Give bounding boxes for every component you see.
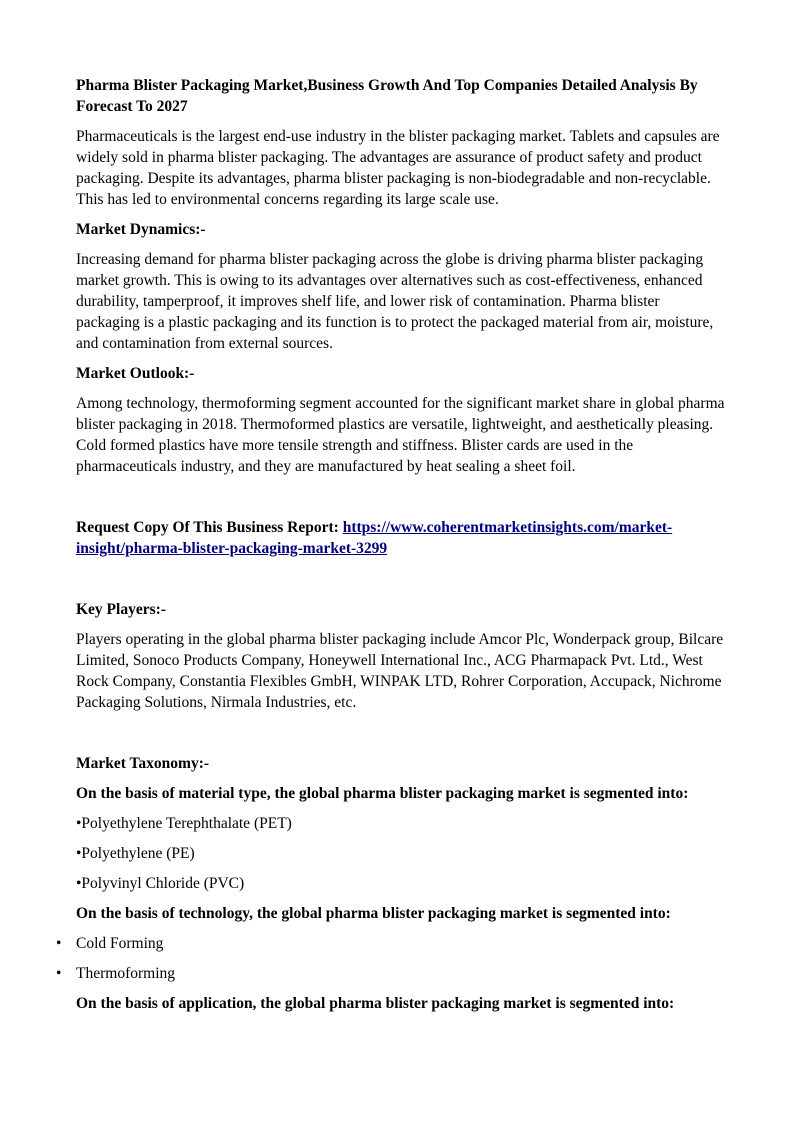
list-item [56,933,726,954]
dynamics-paragraph: Increasing demand for pharma blister packaging across the globe is driving pharma blister packaging market growth. This is owing to its advantages over alternatives such as cost-effectiveness, enhanced durability, tamperproof, it improves shelf life, and lower risk of contamination. Pharma blister packaging is a plastic packaging and its function is to protect the packaged material from air, moisture, and contamination from external sources. [76,251,714,352]
players-paragraph: Players operating in the global pharma blister packaging include Amcor Plc, Wonderpack group, Bilcare Limited, Sonoco Products Company, Honeywell International Inc., ACG Pharmapack Pvt. Ltd., West Rock Company, Constantia Flexibles GmbH, WINPAK LTD, Rohrer Corporation, Accupack, Nichrome Packaging Solutions, Nirmala Industries, etc. [76,631,724,711]
bullet-icon: • [56,965,62,982]
intro-paragraph: Pharmaceuticals is the largest end-use industry in the blister packaging market. Tablets and capsules are widely sold in pharma blister packaging. The advantages are assurance of product safety and product packaging. Despite its advantages, pharma blister packaging is non-biodegradable and non-recyclable. This has led to environmental concerns regarding its large scale use. [76,128,720,208]
technology-item: Thermoforming [76,965,176,982]
request-copy-line [76,517,726,559]
bullet-icon: • [56,935,62,952]
page-title: Pharma Blister Packaging Market,Business Growth And Top Companies Detailed Analysis By Forecast To 2027 [76,77,698,115]
application-heading: On the basis of application, the global pharma blister packaging market is segmented into: [76,995,675,1012]
technology-heading: On the basis of technology, the global pharma blister packaging market is segmented into: [76,905,671,922]
report-link[interactable]: https://www.coherentmarketinsights.com/market-insight/pharma-blister-packaging-market-3299 [76,519,673,557]
players-heading: Key Players:- [76,601,166,618]
document-body [56,75,726,1014]
material-heading: On the basis of material type, the global pharma blister packaging market is segmented into: [76,785,689,802]
material-item: •Polyethylene Terephthalate (PET) [76,815,292,832]
dynamics-heading: Market Dynamics:- [76,221,206,238]
outlook-paragraph: Among technology, thermoforming segment accounted for the significant market share in global pharma blister packaging in 2018. Thermoformed plastics are versatile, lightweight, and aesthetically pleasing. Cold formed plastics have more tensile strength and stiffness. Blister cards are used in the pharmaceuticals industry, and they are manufactured by heat sealing a sheet foil. [76,395,725,475]
material-item: •Polyvinyl Chloride (PVC) [76,875,245,892]
list-item [56,963,726,984]
technology-list [56,933,726,984]
taxonomy-heading: Market Taxonomy:- [76,755,210,772]
material-item: •Polyethylene (PE) [76,845,195,862]
technology-item: Cold Forming [76,935,164,952]
request-copy-label: Request Copy Of This Business Report: [76,519,343,536]
outlook-heading: Market Outlook:- [76,365,195,382]
